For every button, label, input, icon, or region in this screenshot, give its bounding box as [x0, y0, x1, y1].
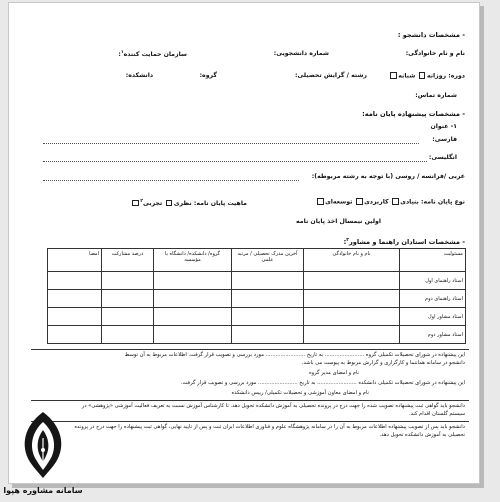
fundamental-checkbox[interactable]	[392, 198, 399, 205]
english-title-label: انگلیسی:	[428, 154, 457, 161]
row-role: استاد مشاور اول	[400, 308, 466, 326]
col-signature: امضا	[48, 249, 102, 272]
daytime-checkbox[interactable]	[419, 72, 426, 79]
name-label: نام و نام خانوادگی:	[405, 50, 465, 57]
sponsor-org-label: سازمان حمایت کننده$^۱$:	[118, 50, 187, 59]
other-language-label: عربی /فرانسه / روسی (با توجه به رشته مربوطه):	[311, 173, 465, 180]
student-number-label: شماره دانشجویی:	[273, 50, 329, 57]
faculty-approval-text: این پیشنهاده در شورای تحصیلات تکمیلی دانشکده ........................ به تاریخ ........................ مورد بررسی و تصویب قرار گرفت.	[180, 380, 465, 386]
registration-note-2b: تحصیلی به آموزش دانشکده تحویل دهد.	[379, 432, 465, 438]
applied-checkbox[interactable]	[356, 198, 363, 205]
advisors-section-heading: - مشخصات استادان راهنما و مشاور$^۳$:	[343, 238, 465, 247]
table-row	[48, 326, 466, 344]
registration-note-1b: سیستم گلستان اقدام کند.	[409, 411, 465, 417]
field-label: رشته / گرایش تحصیلی:	[295, 72, 367, 79]
row-role: استاد مشاور دوم	[400, 326, 466, 344]
col-degree: آخرین مدرک تحصیلی / مرتبه علمی	[232, 249, 304, 272]
advisors-table	[47, 248, 466, 344]
group-approval-text: این پیشنهاده در شورای تحصیلات تکمیلی گروه ........................ به تاریخ ........................ مورد بررسی و تصویب قرار گرفت. اطلاعات مربوط به آن توسط	[124, 352, 465, 358]
logo-name: سامانه مشاوره هپوا	[3, 486, 83, 495]
phone-label: شماره تماس:	[415, 92, 457, 99]
divider-1	[31, 349, 469, 350]
title-heading: ۱- عنوان	[430, 123, 457, 130]
thesis-section-heading: - مشخصات پیشنهاده پایان نامه:	[362, 110, 465, 118]
table-row	[48, 272, 466, 290]
group-label: گروه:	[199, 72, 217, 79]
first-semester-label: اولین نیمسال اخذ پایان نامه	[296, 218, 381, 225]
thesis-nature-row: ماهیت پایان نامه: نظری تجربی$^۲$	[131, 198, 247, 208]
divider-2	[31, 400, 469, 401]
row-role: استاد راهنمای اول	[400, 272, 466, 290]
table-header-row	[48, 249, 466, 272]
table-row	[48, 308, 466, 326]
registration-note-1: دانشجو باید گواهی ثبت پیشنهاده تصویب شده را جهت درج در پرونده تحصیلی به آموزش دانشکده تحویل دهد. تا کارشناس آموزش نسبت به تعریف فعالیت آموزشی «پژوهشی» در	[81, 403, 465, 409]
hepva-logo	[2, 408, 84, 500]
col-participation: درصد مشارکت	[102, 249, 154, 272]
group-approval-text-2: دانشجو در سامانه هماننما و کارگزاری و گزارش مربوط به پیوست می باشد.	[301, 360, 465, 366]
pen-nib-icon	[2, 408, 84, 486]
evening-checkbox[interactable]	[390, 72, 397, 79]
experimental-checkbox[interactable]	[132, 200, 139, 207]
faculty-deputy-signature: نام و امضای معاون آموزشی و تحصیلات تکمیلی/ رییس دانشکده	[231, 390, 369, 396]
col-role: مسئولیت	[400, 249, 466, 272]
developmental-checkbox[interactable]	[317, 198, 324, 205]
english-title-field[interactable]	[43, 161, 427, 162]
col-affiliation: گروه/ دانشکده/ دانشگاه یا مؤسسه	[154, 249, 232, 272]
registration-note-2: دانشجو باید پس از تصویب پیشنهاده اطلاعات مربوط به آن را در سامانه پژوهشگاه علوم و فناوری اطلاعات ایران ثبت و پس از تایید نهایی، گواهی ثبت پیشنهاده را جهت درج در پرونده	[74, 424, 465, 430]
row-role: استاد راهنمای دوم	[400, 290, 466, 308]
other-language-field[interactable]	[43, 180, 299, 181]
persian-title-field[interactable]	[43, 143, 419, 144]
divider-3	[31, 421, 469, 422]
course-type-row: دوره: روزانه شبانه	[389, 72, 465, 80]
col-name: نام و نام خانوادگی	[304, 249, 400, 272]
persian-title-label: فارسی:	[432, 136, 457, 143]
faculty-label: دانشکده:	[125, 72, 153, 79]
group-head-signature: نام و امضای مدیر گروه	[308, 370, 359, 376]
table-row	[48, 290, 466, 308]
theoretical-checkbox[interactable]	[166, 200, 173, 207]
thesis-type-row: نوع پایان نامه: بنیادی کاربردی توسعه‌ای	[316, 198, 465, 206]
student-section-heading: - مشخصات دانشجو :	[397, 31, 465, 39]
